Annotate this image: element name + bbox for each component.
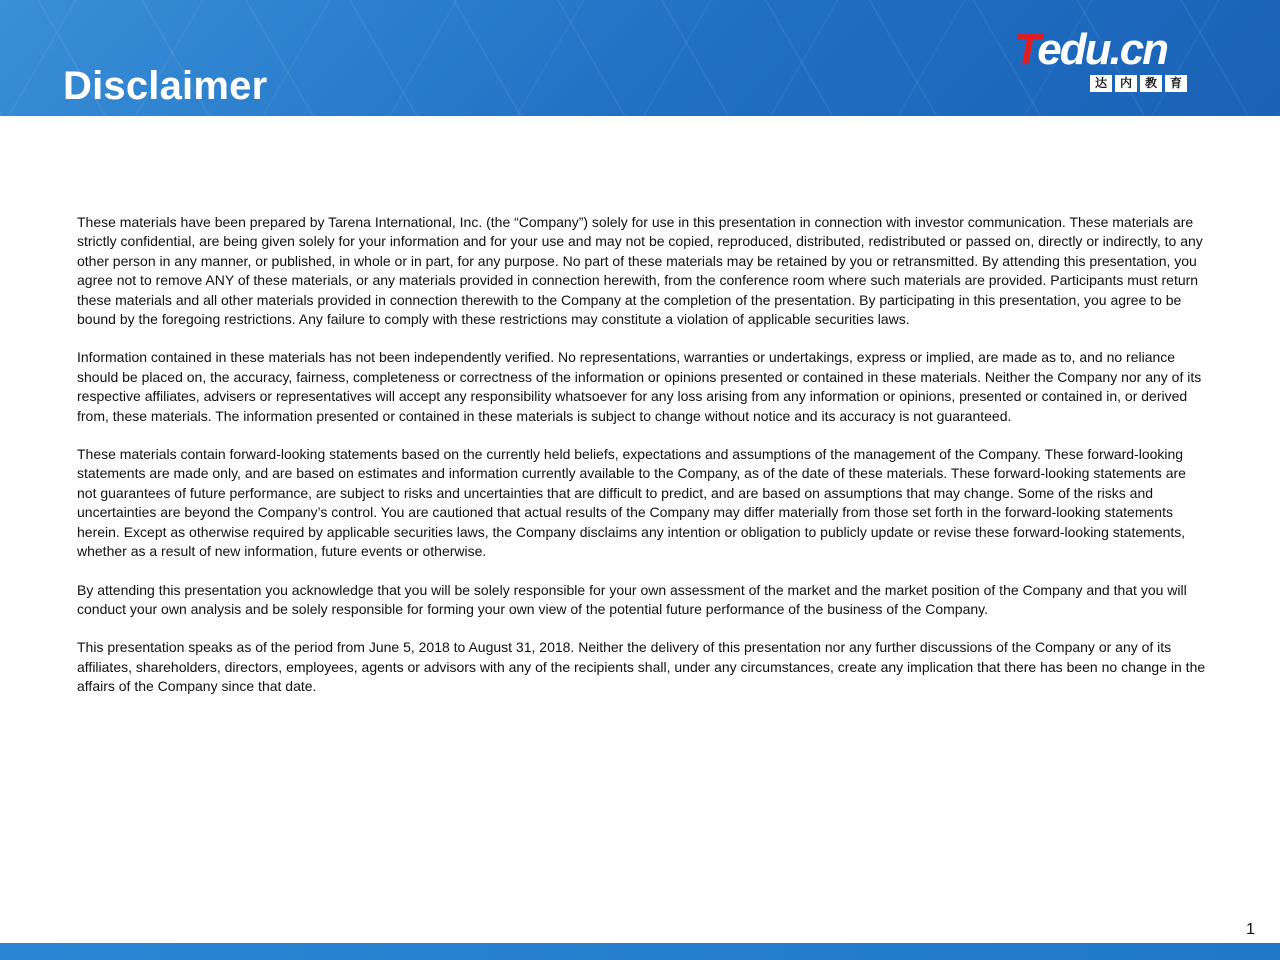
logo-char: 育 <box>1165 75 1187 92</box>
logo-char: 教 <box>1140 75 1162 92</box>
logo-letters-edu: edu <box>1037 25 1110 74</box>
logo-char: 达 <box>1090 75 1112 92</box>
logo-suffix: .cn <box>1109 25 1168 74</box>
logo-wordmark <box>1014 25 1168 74</box>
slide-title: Disclaimer <box>63 64 268 108</box>
disclaimer-paragraph: These materials have been prepared by Tarena International, Inc. (the “Company”) solely for use in this presentation in connection with investor communication. These materials are strictly confidential, are being given solely for your information and for your use and may not be copied, reproduced, distributed, redistributed or passed on, directly or indirectly, to any other person in any manner, or published, in whole or in part, for any purpose. No part of these materials may be retained by you or retransmitted. By attending this presentation, you agree not to remove ANY of these materials, or any materials provided in connection herewith, from the conference room where such materials are provided. Participants must return these materials and all other materials provided in connection therewith to the Company at the completion of the presentation. By participating in this presentation, you agree to be bound by the foregoing restrictions. Any failure to comply with these restrictions may constitute a violation of applicable securities laws. <box>77 214 1203 328</box>
disclaimer-paragraph: This presentation speaks as of the period from June 5, 2018 to August 31, 2018. Neither the delivery of this presentation nor any further discussions of the Company or any of its affiliates, shareholders, directors, employees, agents or advisors with any of the recipients shall, under any circumstances, create any implication that there has been no change in the affairs of the Company since that date. <box>77 639 1206 695</box>
logo-letter-t: T <box>1014 25 1038 74</box>
logo-chinese-tagline <box>1090 75 1187 92</box>
tedu-logo <box>1014 25 1198 98</box>
footer-bar <box>0 943 1280 960</box>
header-banner <box>0 0 1280 116</box>
disclaimer-body <box>77 213 1207 716</box>
logo-char: 内 <box>1115 75 1137 92</box>
page-number: 1 <box>1246 921 1255 938</box>
disclaimer-paragraph: By attending this presentation you acknowledge that you will be solely responsible for your own assessment of the market and the market position of the Company and that you will conduct your own analysis and be solely responsible for forming your own view of the potential future performance of the business of the Company. <box>77 581 1187 617</box>
disclaimer-paragraph: These materials contain forward-looking statements based on the currently held beliefs, expectations and assumptions of the management of the Company. These forward-looking statements are made only, and are based on estimates and information currently available to the Company, as of the date of these materials. These forward-looking statements are not guarantees of future performance, are subject to risks and uncertainties that are difficult to predict, and are based on assumptions that may change. Some of the risks and uncertainties are beyond the Company’s control. You are cautioned that actual results of the Company may differ materially from those set forth in the forward-looking statements herein. Except as otherwise required by applicable securities laws, the Company disclaims any intention or obligation to publicly update or revise these forward-looking statements, whether as a result of new information, future events or otherwise. <box>77 446 1186 560</box>
disclaimer-paragraph: Information contained in these materials has not been independently verified. No representations, warranties or undertakings, express or implied, are made as to, and no reliance should be placed on, the accuracy, fairness, completeness or correctness of the information or opinions presented or contained in these materials. Neither the Company nor any of its respective affiliates, advisers or representatives will accept any responsibility whatsoever for any loss arising from any information or opinions, presented or contained in, or derived from, these materials. The information presented or contained in these materials is subject to change without notice and its accuracy is not guaranteed. <box>77 349 1202 424</box>
